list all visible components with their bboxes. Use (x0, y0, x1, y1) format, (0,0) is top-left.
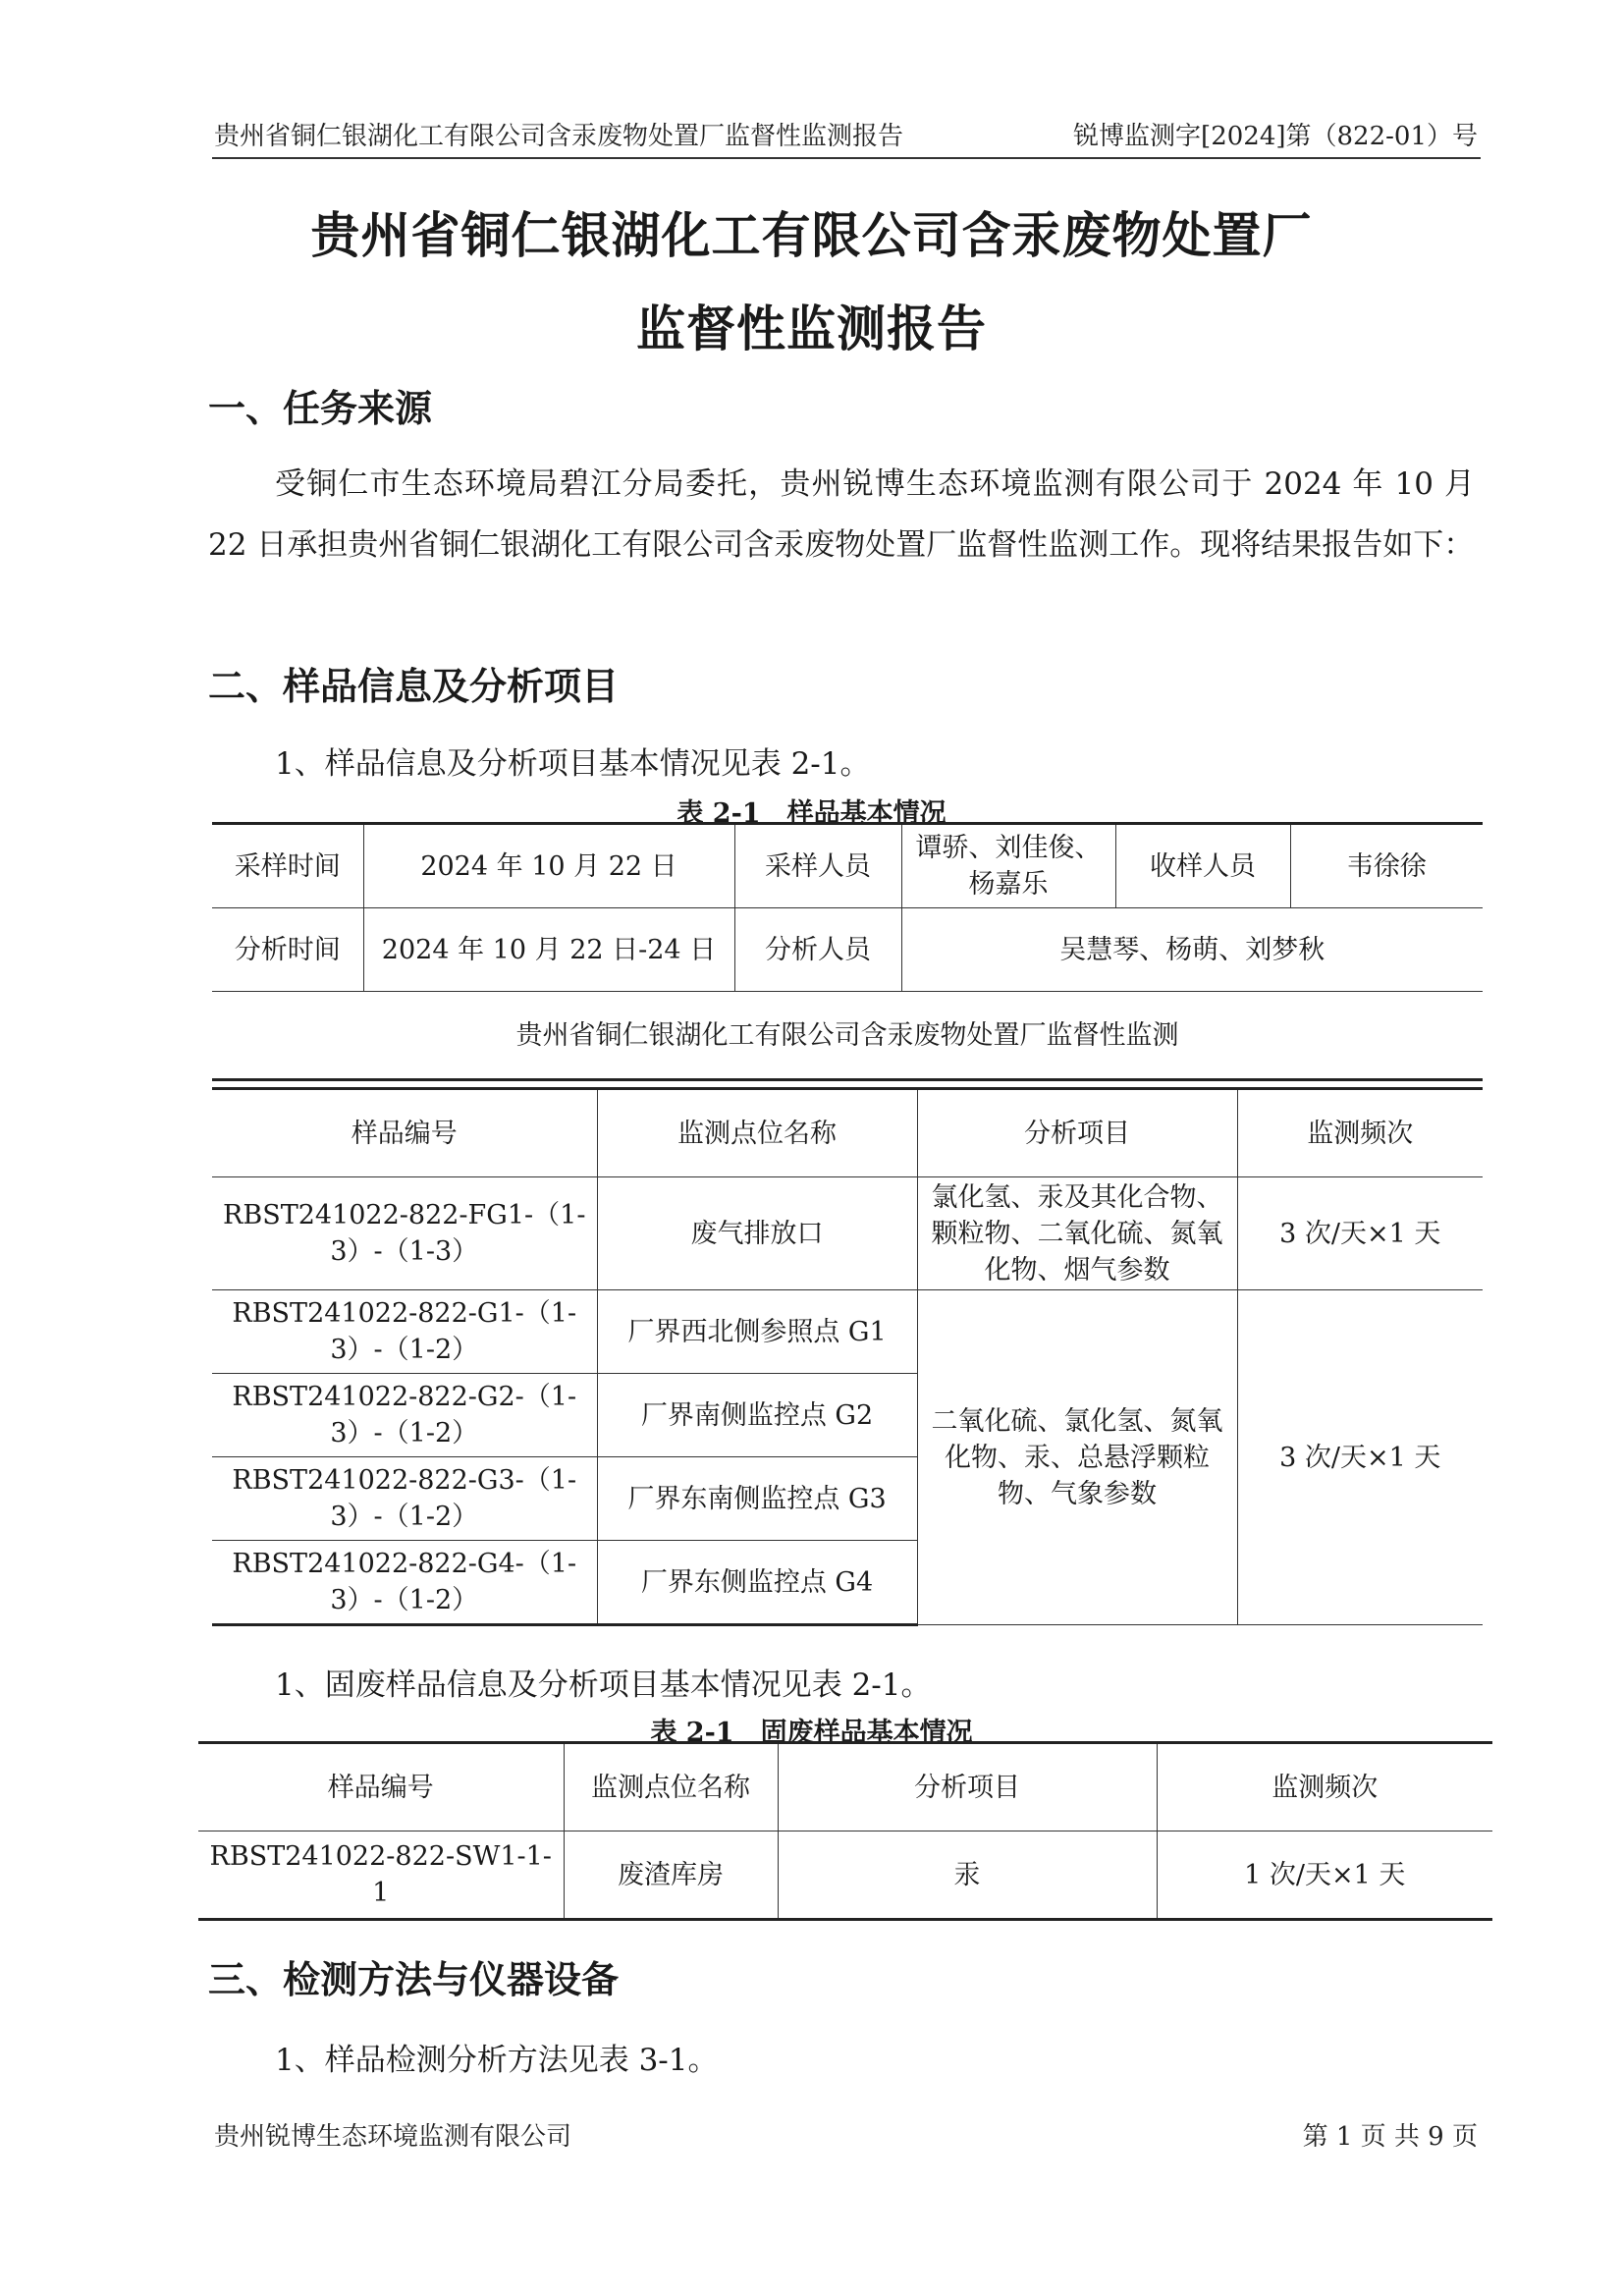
sample-id: RBST241022-822-G2-（1-3）-（1-2） (212, 1374, 597, 1457)
sample-basic-table (212, 822, 1483, 1081)
column-header: 监测频次 (1237, 1089, 1483, 1177)
section3-heading: 三、检测方法与仪器设备 (208, 1957, 620, 2001)
table-header-row (198, 1743, 1492, 1831)
column-header: 监测点位名称 (597, 1089, 917, 1177)
receiver-value: 韦徐徐 (1290, 824, 1483, 908)
monitoring-point: 废气排放口 (597, 1177, 917, 1290)
section3-item1: 1、样品检测分析方法见表 3-1。 (275, 2043, 719, 2078)
sample-id: RBST241022-822-SW1-1-1 (198, 1831, 564, 1920)
table-subtitle: 贵州省铜仁银湖化工有限公司含汞废物处置厂监督性监测 (212, 992, 1483, 1080)
column-header: 监测点位名称 (564, 1743, 778, 1831)
column-header: 监测频次 (1157, 1743, 1492, 1831)
table-row (212, 992, 1483, 1080)
section1-paragraph: 受铜仁市生态环境局碧江分局委托，贵州锐博生态环境监测有限公司于 2024 年 10 月 22 日承担贵州省铜仁银湖化工有限公司含汞废物处置厂监督性监测工作。现将结果报告如下： (208, 466, 1475, 563)
analyst-label: 分析人员 (734, 908, 901, 992)
header-left: 贵州省铜仁银湖化工有限公司含汞废物处置厂监督性监测报告 (214, 122, 904, 151)
sample-id: RBST241022-822-G4-（1-3）-（1-2） (212, 1541, 597, 1625)
solid-waste-table (198, 1741, 1492, 1921)
sampling-time-label: 采样时间 (212, 824, 363, 908)
sample-id: RBST241022-822-FG1-（1-3）-（1-3） (212, 1177, 597, 1290)
table-header-row (212, 1089, 1483, 1177)
column-header: 样品编号 (212, 1089, 597, 1177)
table-row (212, 1177, 1483, 1290)
analyst-value: 吴慧琴、杨萌、刘梦秋 (901, 908, 1483, 992)
header-right: 锐博监测字[2024]第（822-01）号 (1073, 122, 1478, 151)
table-row (198, 1831, 1492, 1920)
monitoring-point: 厂界东侧监控点 G4 (597, 1541, 917, 1625)
footer-company: 贵州锐博生态环境监测有限公司 (214, 2122, 572, 2152)
table-row (212, 908, 1483, 992)
monitoring-point: 厂界东南侧监控点 G3 (597, 1457, 917, 1541)
sampler-label: 采样人员 (734, 824, 901, 908)
analysis-time-label: 分析时间 (212, 908, 363, 992)
monitoring-point: 厂界南侧监控点 G2 (597, 1374, 917, 1457)
section2-heading: 二、样品信息及分析项目 (208, 664, 620, 708)
sample-id: RBST241022-822-G1-（1-3）-（1-2） (212, 1290, 597, 1374)
column-header: 样品编号 (198, 1743, 564, 1831)
header-divider (212, 157, 1481, 159)
table1-caption: 表 2-1 样品基本情况 (676, 798, 947, 829)
sample-id: RBST241022-822-G3-（1-3）-（1-2） (212, 1457, 597, 1541)
table3-caption: 表 2-1 固废样品基本情况 (650, 1718, 973, 1748)
analysis-time-value: 2024 年 10 月 22 日-24 日 (363, 908, 734, 992)
monitoring-frequency: 3 次/天×1 天 (1237, 1177, 1483, 1290)
monitoring-point: 厂界西北侧参照点 G1 (597, 1290, 917, 1374)
monitoring-point: 废渣库房 (564, 1831, 778, 1920)
footer-page-number: 第 1 页 共 9 页 (1302, 2122, 1478, 2152)
column-header: 分析项目 (778, 1743, 1157, 1831)
table-row (212, 1290, 1483, 1374)
section1-heading: 一、任务来源 (208, 386, 433, 430)
monitoring-frequency: 3 次/天×1 天 (1237, 1290, 1483, 1625)
monitoring-frequency: 1 次/天×1 天 (1157, 1831, 1492, 1920)
column-header: 分析项目 (917, 1089, 1237, 1177)
sample-items-table (212, 1087, 1483, 1626)
sampler-value: 谭骄、刘佳俊、杨嘉乐 (901, 824, 1115, 908)
sampling-time-value: 2024 年 10 月 22 日 (363, 824, 734, 908)
analysis-items: 汞 (778, 1831, 1157, 1920)
receiver-label: 收样人员 (1115, 824, 1290, 908)
section2-item1: 1、样品信息及分析项目基本情况见表 2-1。 (275, 746, 871, 782)
analysis-items: 二氧化硫、氯化氢、氮氧化物、汞、总悬浮颗粒物、气象参数 (917, 1290, 1237, 1625)
report-title-line2: 监督性监测报告 (636, 300, 987, 357)
report-title-line1: 贵州省铜仁银湖化工有限公司含汞废物处置厂 (310, 206, 1313, 264)
analysis-items: 氯化氢、汞及其化合物、颗粒物、二氧化硫、氮氧化物、烟气参数 (917, 1177, 1237, 1290)
section2-item2: 1、固废样品信息及分析项目基本情况见表 2-1。 (275, 1667, 932, 1703)
table-row (212, 824, 1483, 908)
